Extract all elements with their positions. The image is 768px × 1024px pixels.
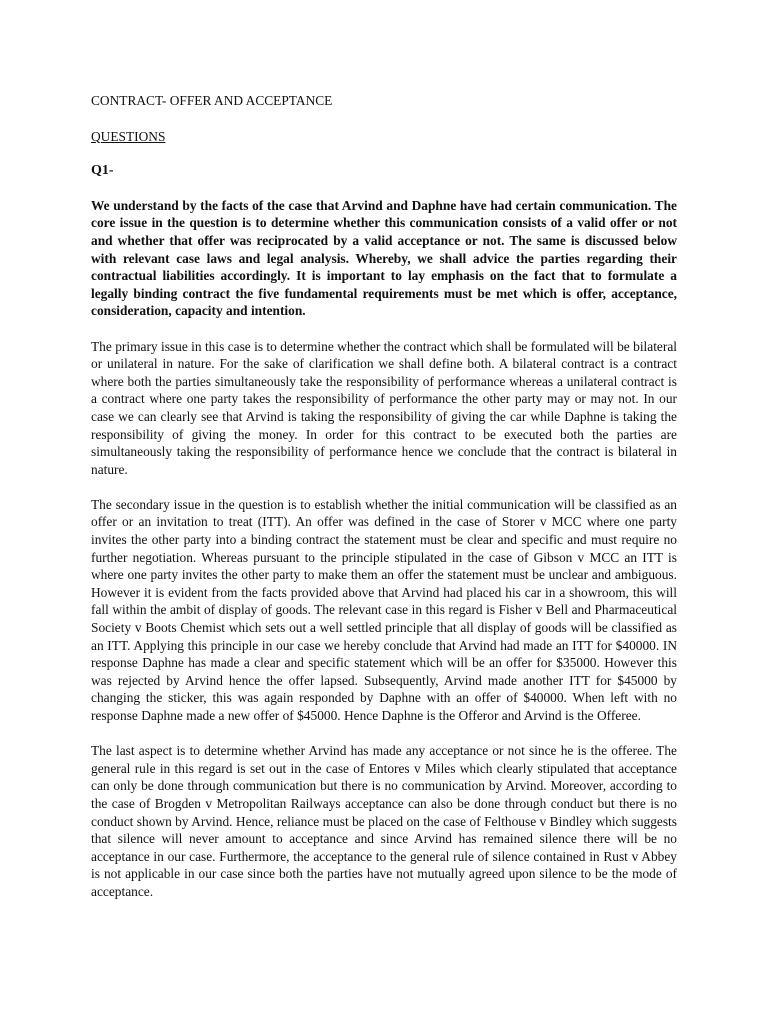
acceptance-paragraph: The last aspect is to determine whether Arvind has made any acceptance or not since he is the offeree. The general rule in this regard is set out in the case of Entores v Miles which clearly stipulated that acceptance can only be done through communication but there is no communication by Arvind. Moreover, according to the case of Brogden v Metropolitan Railways acceptance can also be done through conduct but there is no conduct shown by Arvind. Hence, reliance must be placed on the case of Felthouse v Bindley which suggests that silence will never amount to acceptance and since Arvind has remained silence there will be no acceptance in our case. Furthermore, the acceptance to the general rule of silence contained in Rust v Abbey is not applicable in our case since both the parties have not mutually agreed upon silence to be the mode of acceptance. <box>91 743 677 899</box>
document-title: CONTRACT- OFFER AND ACCEPTANCE <box>91 93 333 108</box>
primary-issue-paragraph: The primary issue in this case is to determine whether the contract which shall be formulated will be bilateral or unilateral in nature. For the sake of clarification we shall define both. A bilateral contract is a contract where both the parties simultaneously take the responsibility of performance whereas a unilateral contract is a contract where one party takes the responsibility of performance the other party may or may not. In our case we can clearly see that Arvind is taking the responsibility of giving the car while Daphne is taking the responsibility of giving the money. In order for this contract to be executed both the parties are simultaneously taking the responsibility of performance hence we conclude that the contract is bilateral in nature. <box>91 338 677 477</box>
question-label: Q1- <box>91 163 114 179</box>
secondary-issue-paragraph: The secondary issue in the question is to establish whether the initial communication will be classified as an offer or an invitation to treat (ITT). An offer was defined in the case of Storer v MCC where one party invites the other party into a binding contract the statement must be clear and specific and must require no further negotiation. Whereas pursuant to the principle stipulated in the case of Gibson v MCC an ITT is where one party invites the other party to make them an offer the statement must be unclear and ambiguous. However it is evident from the facts provided above that Arvind had placed his car in a showroom, this will fall within the ambit of display of goods. The relevant case in this regard is Fisher v Bell and Pharmaceutical Society v Boots Chemist which sets out a well settled principle that all display of goods will be classified as an ITT. Applying this principle in our case we hereby conclude that Arvind had made an ITT for $40000. IN response Daphne has made a clear and specific statement which will be an offer for $35000. However this was rejected by Arvind hence the offer lapsed. Subsequently, Arvind made another ITT for $45000 by changing the sticker, this was again responded by Daphne with an offer of $40000. When left with no response Daphne made a new offer of $45000. Hence Daphne is the Offeror and Arvind is the Offeree. <box>91 496 677 723</box>
intro-paragraph: We understand by the facts of the case that Arvind and Daphne have had certain communication. The core issue in the question is to determine whether this communication consists of a valid offer or not and whether that offer was reciprocated by a valid acceptance or not. The same is discussed below with relevant case laws and legal analysis. Whereby, we shall advice the parties regarding their contractual liabilities accordingly. It is important to lay emphasis on the fact that to formulate a legally binding contract the five fundamental requirements must be met which is offer, acceptance, consideration, capacity and intention. <box>91 197 677 319</box>
document-page <box>91 92 677 918</box>
questions-heading: QUESTIONS <box>91 128 166 144</box>
